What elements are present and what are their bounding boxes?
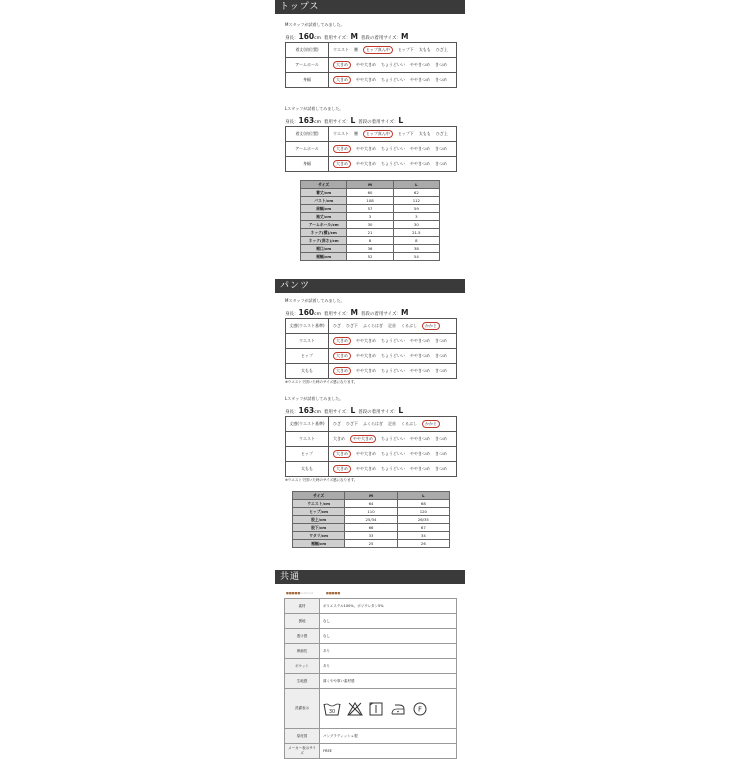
size-cell: 112: [393, 197, 439, 205]
spec-key: ポケット: [285, 659, 320, 674]
section-header-pants: パンツ: [275, 279, 465, 293]
size-row: [301, 197, 440, 205]
fit-option-selected: 大きめ: [333, 352, 351, 360]
size-header-cell: M: [347, 181, 393, 189]
common-spec-table: [284, 598, 457, 759]
size-row: [293, 500, 450, 508]
tops-l-fit-table: [285, 126, 457, 172]
size-row-label: ネック(深さ)/cm: [301, 237, 347, 245]
spec-value: あり: [320, 659, 457, 674]
size-row: [301, 205, 440, 213]
spec-row: [285, 674, 457, 689]
fit-option: やや大きめ: [356, 451, 376, 456]
size-cell: 68: [397, 500, 449, 508]
fit-option: 大きめ: [333, 436, 345, 441]
spec-row: [285, 614, 457, 629]
size-row: [301, 253, 440, 261]
fit-option: きつめ: [435, 368, 447, 373]
fit-option: ヒップ下: [397, 47, 414, 52]
size-row: [293, 524, 450, 532]
spec-row: [285, 599, 457, 614]
fit-option: きつめ: [435, 353, 447, 358]
fit-option: やや大きめ: [356, 146, 376, 151]
fit-option-selected: かかと: [422, 420, 440, 428]
size-cell: 21: [347, 229, 393, 237]
fit-option: ちょうどいい: [381, 353, 405, 358]
size-cell: 66: [345, 524, 397, 532]
fit-row-label: ウエスト: [286, 432, 329, 447]
size-cell: 57: [347, 205, 393, 213]
size-header-cell: M: [345, 492, 397, 500]
fit-option: ややきつめ: [410, 146, 430, 151]
size-row: [301, 237, 440, 245]
pants-l-fit-table: [285, 416, 457, 477]
size-cell: 59: [393, 205, 439, 213]
tops-m-fit-table: [285, 42, 457, 88]
fit-row-options: [329, 43, 457, 58]
fit-option: やや大きめ: [356, 353, 376, 358]
size-row-label: 袖丈/cm: [301, 213, 347, 221]
fit-option: 腰: [354, 131, 358, 136]
size-header-row: [293, 492, 450, 500]
fit-row: [286, 73, 457, 88]
size-cell: 3: [393, 213, 439, 221]
size-row-label: 裾幅/cm: [293, 540, 345, 548]
pants-m-caption: Mスタッフが試着してみました。: [285, 298, 345, 303]
size-row: [293, 508, 450, 516]
fit-option: ややきつめ: [410, 77, 430, 82]
size-row-label: 股上/cm: [293, 516, 345, 524]
fit-option: ややきつめ: [410, 353, 430, 358]
fit-option: きつめ: [435, 338, 447, 343]
size-row: [301, 213, 440, 221]
spec-value: なし: [320, 629, 457, 644]
spec-value: [320, 689, 457, 729]
fit-option: ややきつめ: [410, 466, 430, 471]
spec-row: [285, 744, 457, 759]
pants-l-caption: Lスタッフが試着してみました。: [285, 396, 344, 401]
fit-row-options: [329, 142, 457, 157]
fit-option: やや大きめ: [356, 161, 376, 166]
svg-text:30: 30: [328, 708, 336, 715]
fit-row-options: [329, 73, 457, 88]
fit-option: くるぶし: [401, 421, 417, 426]
size-cell: 21.5: [393, 229, 439, 237]
fit-row-label: 着丈(肩位置): [286, 127, 329, 142]
fit-row-label: 丈感(ウエスト基準): [286, 319, 329, 334]
size-row-label: ウエスト/cm: [293, 500, 345, 508]
iron-icon: [389, 702, 407, 716]
size-row: [301, 245, 440, 253]
tops-m-measure: 身長：160cm 着用サイズ：M 普段の着用サイズ：M: [285, 32, 409, 41]
spec-key: 洗濯表示: [285, 689, 320, 729]
fit-option: ややきつめ: [410, 62, 430, 67]
fit-row-options: [329, 462, 457, 477]
fit-row-options: [329, 447, 457, 462]
fit-option: きつめ: [435, 161, 447, 166]
fit-row-options: [329, 157, 457, 172]
fit-option-selected: ヒップ真ん中: [363, 46, 393, 54]
fit-option: ややきつめ: [410, 161, 430, 166]
fit-option-selected: 大きめ: [333, 367, 351, 375]
size-cell: 3: [347, 213, 393, 221]
fit-option: 足首: [388, 323, 396, 328]
fit-option: きつめ: [435, 77, 447, 82]
spec-key: 透け感: [285, 629, 320, 644]
size-row-label: 裾口/cm: [301, 245, 347, 253]
fit-option: ヒップ下: [397, 131, 414, 136]
fit-option: 太もも: [418, 131, 431, 136]
size-header-cell: L: [397, 492, 449, 500]
fit-option: きつめ: [435, 451, 447, 456]
size-row-label: バスト/cm: [301, 197, 347, 205]
fit-option: やや大きめ: [356, 368, 376, 373]
spec-value: あり: [320, 644, 457, 659]
fit-option: きつめ: [435, 62, 447, 67]
dry-clean-f-icon: [413, 702, 427, 716]
pants-size-table: [292, 491, 450, 548]
fit-row: [286, 319, 457, 334]
fit-row-label: ヒップ: [286, 447, 329, 462]
common-mini-1: ■■■■■: [286, 591, 301, 595]
spec-value: なし: [320, 614, 457, 629]
section-header-tops: トップス: [275, 0, 465, 14]
size-row-label: 着丈/cm: [301, 189, 347, 197]
fit-row: [286, 364, 457, 379]
size-header-row: [301, 181, 440, 189]
size-cell: 8: [393, 237, 439, 245]
fit-option: ひざ下: [346, 421, 358, 426]
pants-l-note: ※ウエストで図いた時のサイズ感になります。: [285, 478, 358, 482]
fit-option-selected: かかと: [422, 322, 440, 330]
fit-option: やや大きめ: [356, 466, 376, 471]
fit-row-options: [329, 334, 457, 349]
fit-option: ちょうどいい: [381, 161, 405, 166]
spec-value: バングラディッシュ製: [320, 729, 457, 744]
fit-row: [286, 58, 457, 73]
fit-option-selected: 大きめ: [333, 160, 351, 168]
tops-l-measure: 身長：163cm 着用サイズ：L 普段の着用サイズ：L: [285, 116, 404, 125]
spec-row: [285, 659, 457, 674]
pants-m-measure: 身長：160cm 着用サイズ：M 普段の着用サイズ：M: [285, 308, 409, 317]
spec-key: 裏地: [285, 614, 320, 629]
fit-option: きつめ: [435, 436, 447, 441]
spec-row: [285, 644, 457, 659]
fit-row-label: 太もも: [286, 462, 329, 477]
fit-option: やや大きめ: [356, 77, 376, 82]
size-row: [301, 229, 440, 237]
fit-option: ややきつめ: [410, 436, 430, 441]
tops-size-table: [300, 180, 440, 261]
fit-option-selected: やや大きめ: [350, 435, 376, 443]
size-cell: 110: [345, 508, 397, 516]
fit-row-label: ヒップ: [286, 349, 329, 364]
size-cell: 8: [347, 237, 393, 245]
fit-option: ウエスト: [333, 47, 349, 52]
spec-key: 原産国: [285, 729, 320, 744]
spec-value: FREE: [320, 744, 457, 759]
fit-option: 太もも: [418, 47, 431, 52]
fit-option: ちょうどいい: [381, 338, 405, 343]
spec-key: 伸縮性: [285, 644, 320, 659]
fit-option: やや大きめ: [356, 338, 376, 343]
size-cell: 25/34: [345, 516, 397, 524]
section-header-common: 共通: [275, 570, 465, 584]
size-row: [293, 516, 450, 524]
fit-row-label: 身幅: [286, 73, 329, 88]
size-header-cell: サイズ: [293, 492, 345, 500]
fit-option: ひざ下: [346, 323, 358, 328]
fit-option-selected: 大きめ: [333, 337, 351, 345]
size-row-label: 股下/cm: [293, 524, 345, 532]
fit-row-label: ウエスト: [286, 334, 329, 349]
size-cell: 52: [347, 253, 393, 261]
size-cell: 62: [393, 189, 439, 197]
fit-row: [286, 349, 457, 364]
size-cell: 25: [345, 540, 397, 548]
fit-option: ちょうどいい: [381, 146, 405, 151]
fit-row-options: [329, 127, 457, 142]
pants-m-note: ※ウエストで図いた時のサイズ感になります。: [285, 380, 358, 384]
fit-option: ちょうどいい: [381, 62, 405, 67]
size-row: [293, 532, 450, 540]
size-row: [293, 540, 450, 548]
fit-option: ひざ上: [435, 131, 448, 136]
fit-option: ひざ: [333, 421, 341, 426]
size-cell: 33: [345, 532, 397, 540]
size-cell: 26: [397, 540, 449, 548]
common-mini-2: Sold Out: [300, 591, 313, 595]
fit-option: ウエスト: [333, 131, 349, 136]
size-cell: 38: [393, 245, 439, 253]
size-cell: 26/35: [397, 516, 449, 524]
fit-option: ひざ上: [435, 47, 448, 52]
fit-option: ひざ: [333, 323, 341, 328]
fit-option: ちょうどいい: [381, 368, 405, 373]
fit-row-label: アームホール: [286, 58, 329, 73]
common-mini-3: ■■■■■: [326, 591, 341, 595]
no-bleach-icon: [347, 702, 363, 716]
fit-row: [286, 127, 457, 142]
pants-m-fit-table: [285, 318, 457, 379]
fit-row: [286, 142, 457, 157]
size-cell: 108: [347, 197, 393, 205]
tops-m-caption: Mスタッフが試着してみました。: [285, 22, 345, 27]
fit-row-label: 身幅: [286, 157, 329, 172]
fit-row-label: 着丈(肩位置): [286, 43, 329, 58]
spec-value: ポリエステル100%、ポリウレタン5%: [320, 599, 457, 614]
size-cell: 30: [347, 221, 393, 229]
fit-option: ちょうどいい: [381, 466, 405, 471]
fit-row-options: [329, 417, 457, 432]
fit-option: ふくらはぎ: [363, 323, 383, 328]
size-cell: 36: [347, 245, 393, 253]
fit-option: ちょうどいい: [381, 451, 405, 456]
size-cell: 34: [397, 532, 449, 540]
fit-option-selected: 大きめ: [333, 450, 351, 458]
size-header-cell: サイズ: [301, 181, 347, 189]
size-cell: 64: [345, 500, 397, 508]
svg-text:F: F: [417, 705, 423, 713]
size-row-label: 裾幅/cm: [301, 253, 347, 261]
size-cell: 60: [347, 189, 393, 197]
fit-row-options: [329, 319, 457, 334]
fit-row-options: [329, 432, 457, 447]
fit-row: [286, 334, 457, 349]
hang-dry-icon: [369, 702, 383, 716]
fit-option: きつめ: [435, 146, 447, 151]
size-row: [301, 221, 440, 229]
size-cell: 30: [393, 221, 439, 229]
fit-option-selected: ヒップ真ん中: [363, 130, 393, 138]
fit-option: ちょうどいい: [381, 436, 405, 441]
fit-row: [286, 157, 457, 172]
size-row-label: ヒップ/cm: [293, 508, 345, 516]
fit-option-selected: 大きめ: [333, 61, 351, 69]
spec-row: [285, 729, 457, 744]
fit-row: [286, 462, 457, 477]
fit-option: 足首: [388, 421, 396, 426]
fit-row-label: 太もも: [286, 364, 329, 379]
fit-option: 腰: [354, 47, 358, 52]
fit-option: ややきつめ: [410, 451, 430, 456]
fit-option: きつめ: [435, 466, 447, 471]
fit-row: [286, 447, 457, 462]
fit-option: ふくらはぎ: [363, 421, 383, 426]
fit-row: [286, 43, 457, 58]
tops-l-caption: Lスタッフが試着してみました。: [285, 106, 344, 111]
fit-row-label: アームホール: [286, 142, 329, 157]
spec-row: [285, 629, 457, 644]
fit-option: ちょうどいい: [381, 77, 405, 82]
size-cell: 67: [397, 524, 449, 532]
care-icons: [323, 702, 453, 716]
fit-option-selected: 大きめ: [333, 76, 351, 84]
fit-row-options: [329, 364, 457, 379]
spec-value: 薄くやや厚い素材感: [320, 674, 457, 689]
spec-row: [285, 689, 457, 729]
fit-option-selected: 大きめ: [333, 465, 351, 473]
size-row-label: ワタリ/cm: [293, 532, 345, 540]
fit-option: ややきつめ: [410, 368, 430, 373]
spec-key: 生地感: [285, 674, 320, 689]
size-cell: 120: [397, 508, 449, 516]
size-row-label: ネック(横)/cm: [301, 229, 347, 237]
spec-key: 素材: [285, 599, 320, 614]
pants-l-measure: 身長：163cm 着用サイズ：L 普段の着用サイズ：L: [285, 406, 404, 415]
size-row: [301, 189, 440, 197]
fit-row: [286, 417, 457, 432]
fit-option: ややきつめ: [410, 338, 430, 343]
fit-option-selected: 大きめ: [333, 145, 351, 153]
spec-key: メーカー表示サイズ: [285, 744, 320, 759]
fit-row-options: [329, 349, 457, 364]
fit-row-label: 丈感(ウエスト基準): [286, 417, 329, 432]
size-cell: 54: [393, 253, 439, 261]
fit-row-options: [329, 58, 457, 73]
fit-option: やや大きめ: [356, 62, 376, 67]
size-row-label: 肩幅/cm: [301, 205, 347, 213]
wash-tub-icon: [323, 702, 341, 716]
fit-option: くるぶし: [401, 323, 417, 328]
size-row-label: アームホール/cm: [301, 221, 347, 229]
fit-row: [286, 432, 457, 447]
size-header-cell: L: [393, 181, 439, 189]
